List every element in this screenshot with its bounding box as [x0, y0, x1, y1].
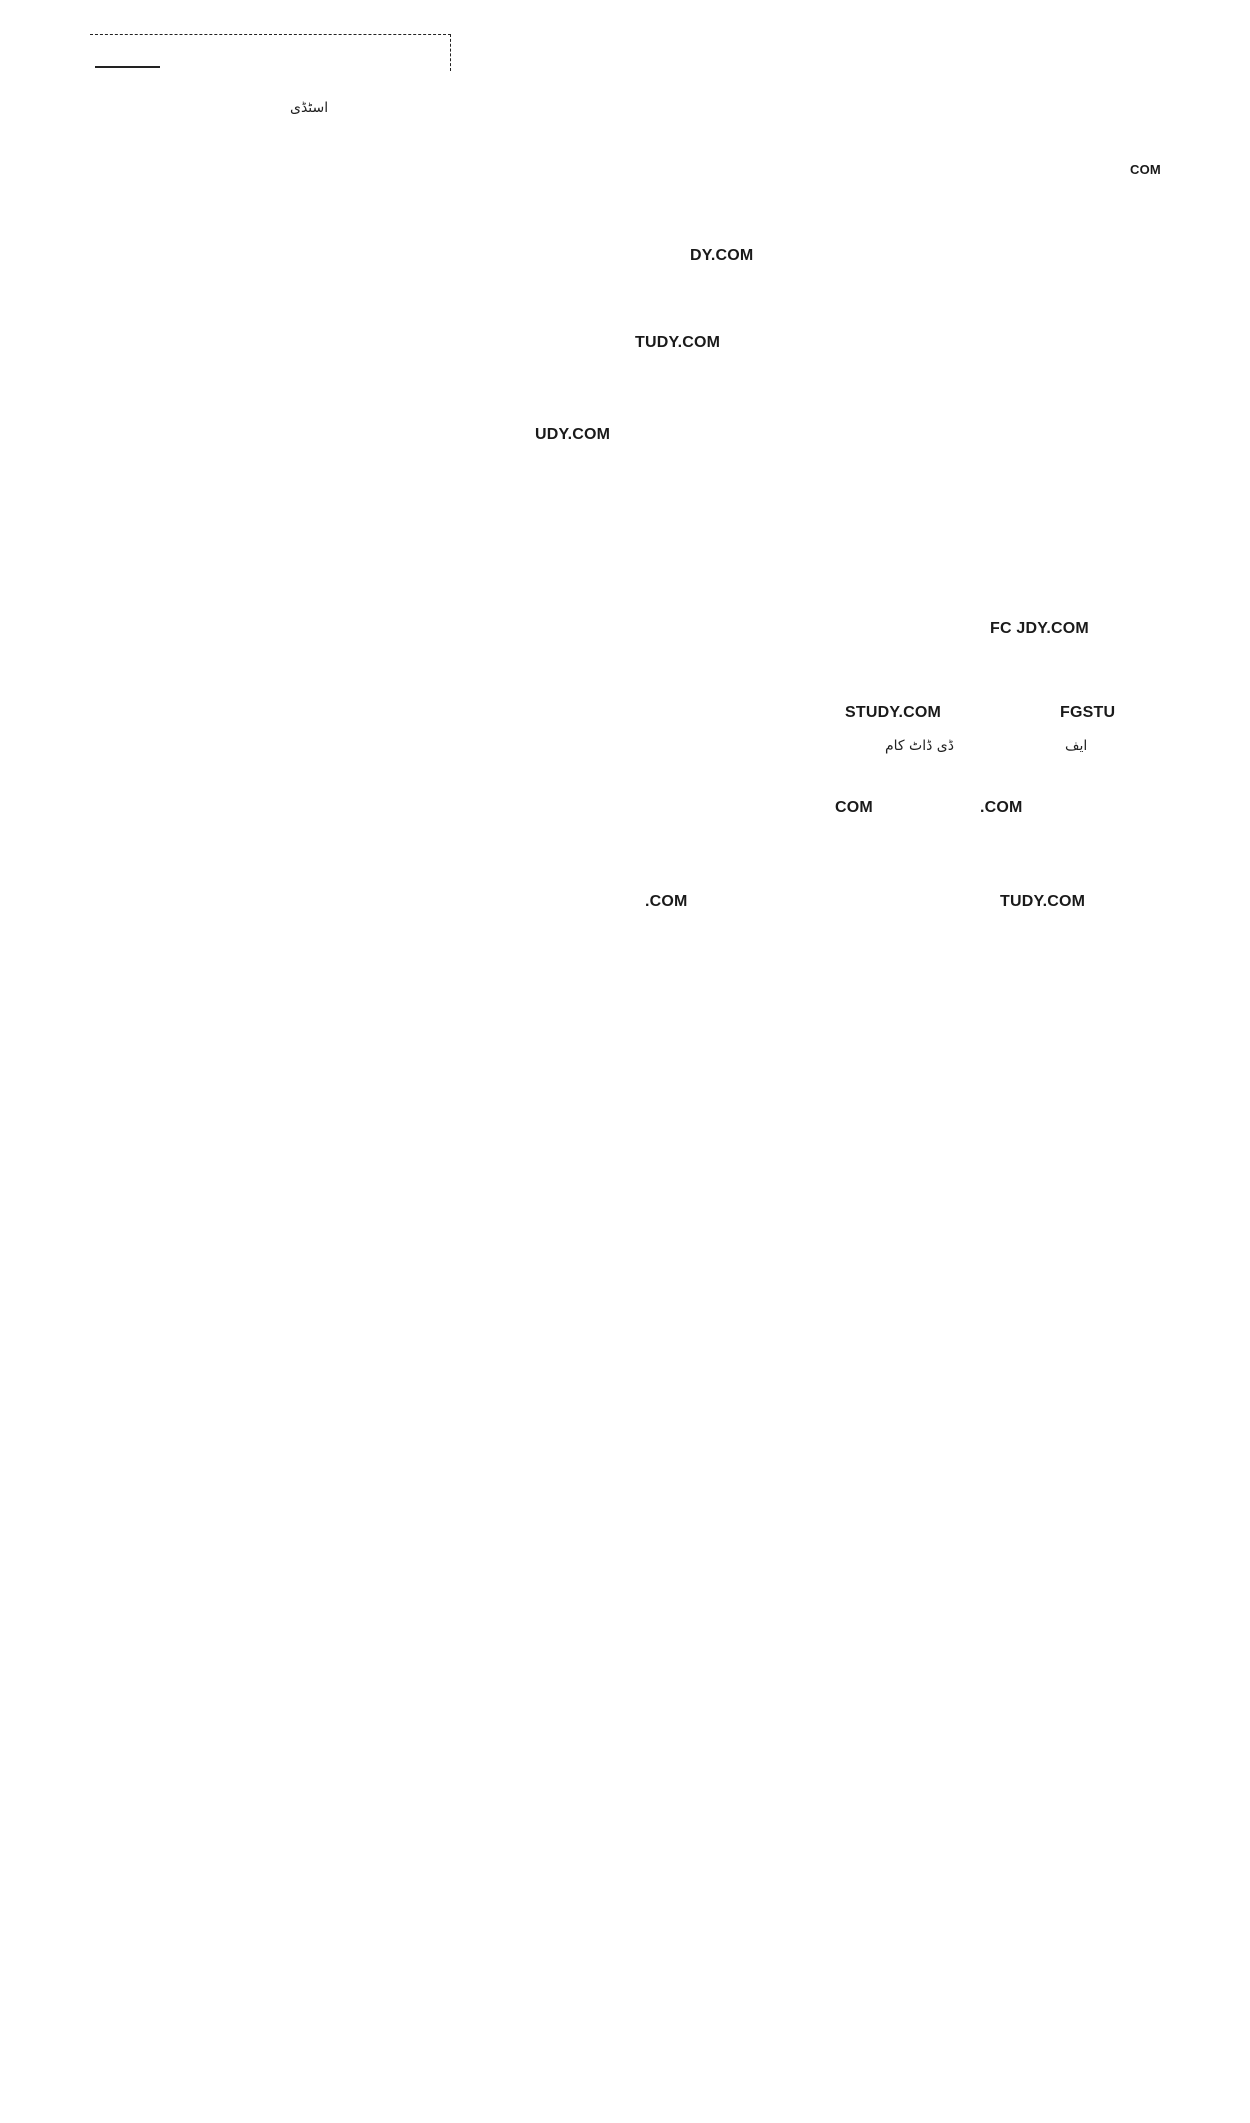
watermark-text: TUDY.COM	[1000, 893, 1086, 910]
candidate-fill-line[interactable]	[95, 66, 160, 68]
watermark-text: .COM	[645, 893, 688, 910]
watermark-text: COM	[1130, 162, 1161, 177]
watermark-urdu: ایف	[1065, 738, 1088, 754]
watermark-text: UDY.COM	[535, 426, 611, 443]
watermark-text: .COM	[980, 799, 1023, 816]
watermark-text: FC JDY.COM	[990, 620, 1089, 637]
watermark-text: TUDY.COM	[635, 334, 721, 351]
watermark-text: COM	[835, 799, 873, 816]
watermark-urdu: ڈی ڈاٹ کام	[885, 738, 954, 754]
watermark-text: FGSTU	[1060, 704, 1116, 721]
watermark-text: STUDY.COM	[845, 704, 942, 721]
watermark-urdu: اسٹڈی	[290, 100, 329, 116]
watermark-text: DY.COM	[690, 247, 754, 264]
